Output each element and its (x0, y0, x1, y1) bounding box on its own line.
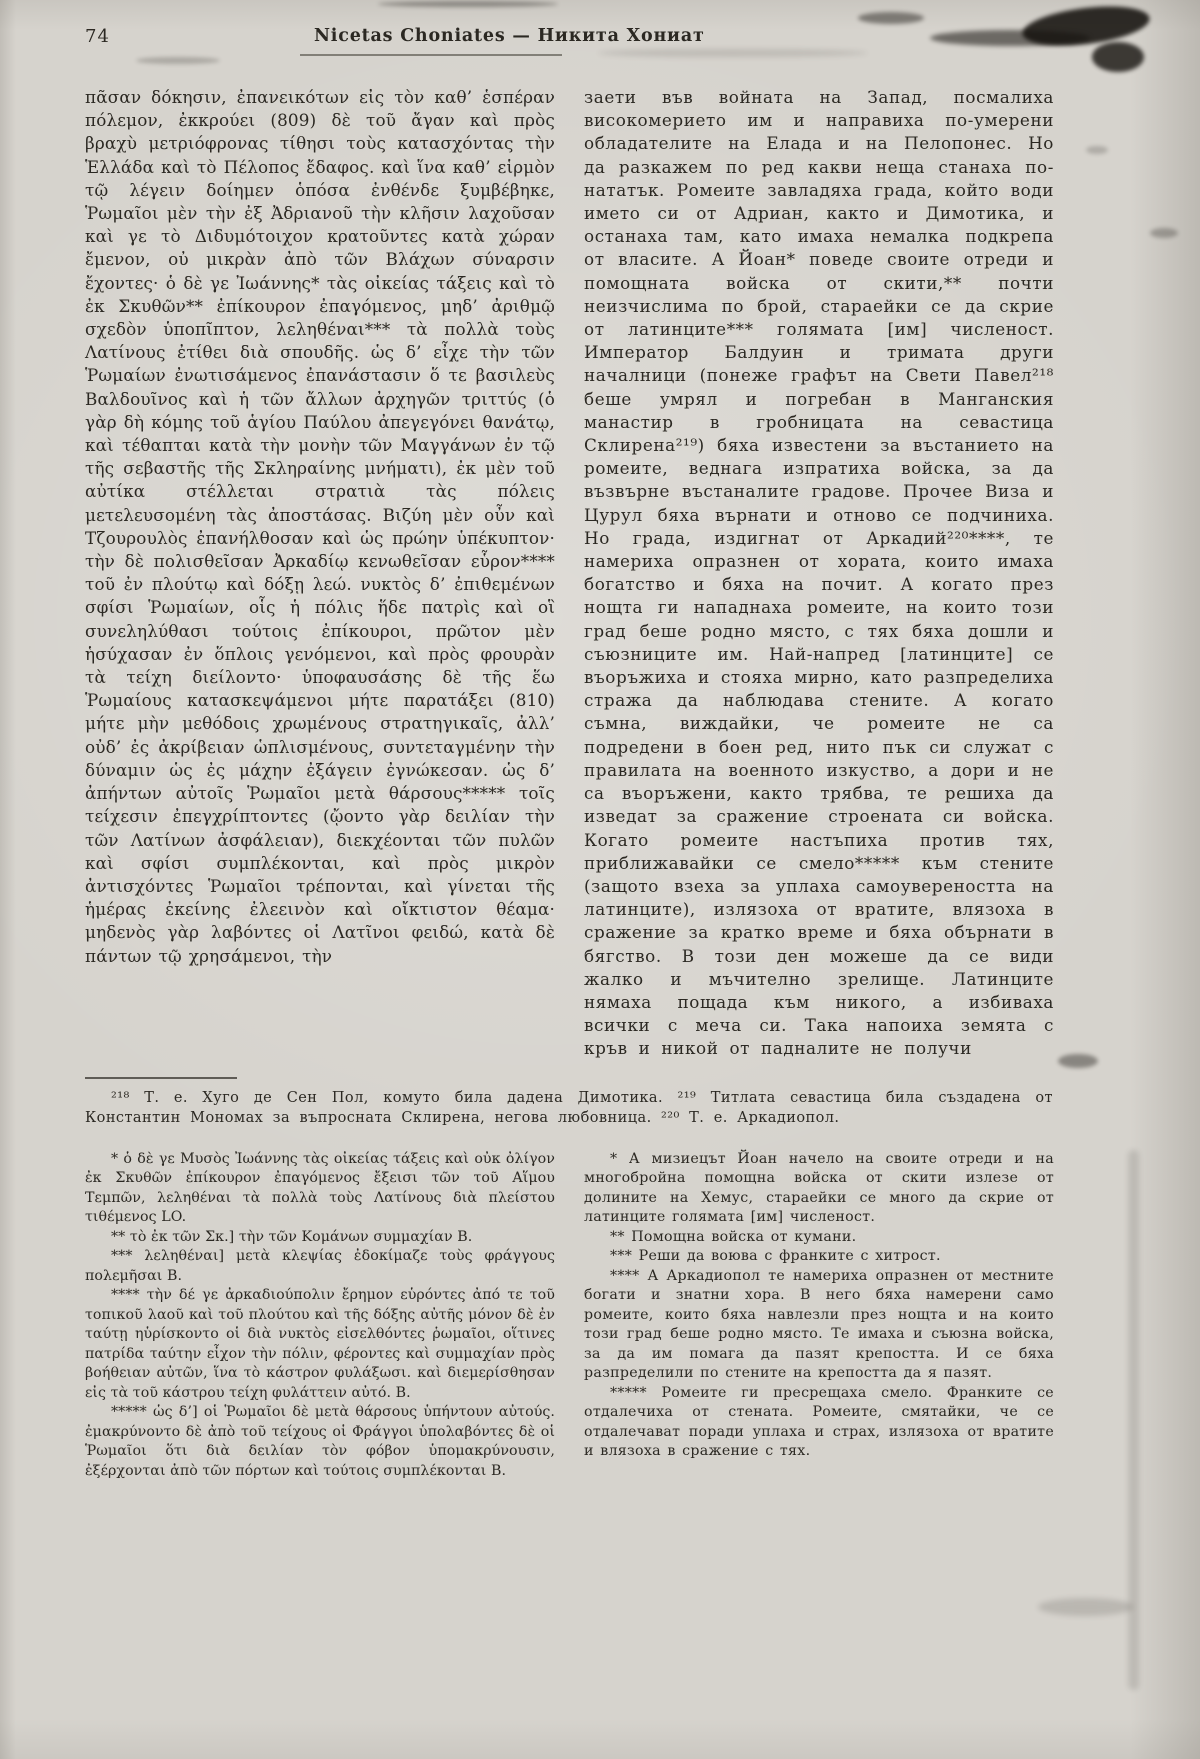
scan-artifact-margin-mark (1086, 146, 1108, 154)
scan-artifact-smudge (930, 30, 1090, 46)
scan-artifact-smudge (598, 49, 868, 57)
bulgarian-footnote-2: ** Помощна войска от кумани. (610, 1228, 857, 1245)
greek-footnote-4: **** τὴν δέ γε ἀρκαδιούπολιν ἔρημον εὑρόντες ἀπό τε τοῦ τοπικοῦ λαοῦ καὶ τοῦ πλούτου καὶ τῆς δόξης αὐτῆς μόνον δὲ ἐν ταύτῃ ηὑρίσκοντο οἱ διὰ νυκτὸς εἰσελθόντες ῥωμαῖοι, οἵτινες πατρίδα ταύτην εἶχον τὴν πόλιν, φέροντες καὶ συμμαχίαν πρὸς βοήθειαν αὐτῶν, ἵνα τὸ κάστρον φυλάξωσι. καὶ διεμερίσθησαν εἰς τὰ τοῦ κάστρου τείχη φυλάττειν αὐτό. Β. (85, 1287, 555, 1401)
greek-footnote-3: *** λεληθέναι] μετὰ κλεψίας ἐδοκίμαζε τοὺς φράγγους πολεμῆσαι Β. (85, 1248, 555, 1284)
greek-footnote-2: ** τὸ ἐκ τῶν Σκ.] τὴν τῶν Κομάνων συμμαχίαν Β. (111, 1228, 473, 1245)
greek-footnote-1: * ὁ δὲ γε Μυσὸς Ἰωάννης τὰς οἰκείας τάξεις καὶ οὐκ ὀλίγον ἐκ Σκυθῶν ἐπίκουρον ἐπαγόμενος ἔξεισι τῶν τοῦ Αἵμου Τεμπῶν, λεληθέναι τὰ πολλὰ τοὺς Λατίνους διὰ πλείστου τιθέμενος LO. (85, 1150, 555, 1226)
greek-paragraph: πᾶσαν δόκησιν, ἐπανεικότων εἰς τὸν καθ’ ἑσπέραν πόλεμον, ἐκκρούει (809) δὲ τοῦ ἄγαν καὶ πρὸς βραχὺ μετριόφρονας τίθησι τοὺς κατασχόντας τὴν Ἑλλάδα καὶ τὸ Πέλοπος ἔδαφος. καὶ ἵνα καθ’ εἱρμὸν τῷ λέγειν δοίημεν ὁπόσα ἐνθένδε ξυμβέβηκε, Ῥωμαῖοι μὲν τὴν ἐξ Ἀδριανοῦ τὴν κλῆσιν λαχοῦσαν καὶ γε τὸ Διδυμότοιχον κρατοῦντες κατὰ χώραν ἔμενον, οὐ μικρὰν ἀπὸ τῶν Βλάχων σύναρσιν ἔχοντες· ὁ δὲ γε Ἰωάννης* τὰς οἰκείας τάξεις καὶ τὸ ἐκ Σκυθῶν** ἐπίκουρον ἐπαγόμενος, μηδ’ ἀριθμῷ σχεδὸν ὑποπῖπτον, λεληθέναι*** τὰ πολλὰ τοὺς Λατίνους ἐτίθει διὰ σπουδῆς. ὡς δ’ εἶχε τὴν τῶν Ῥωμαίων ἐνωτισάμενος ἐπανάστασιν ὅ τε βασιλεὺς Βαλδουῖνος καὶ ἡ τῶν ἄλλων ἀρχηγῶν τριττύς (ὁ γὰρ δὴ κόμης τοῦ ἁγίου Παύλου ἀπεγεγόνει θανάτῳ, καὶ τέθαπται κατὰ τὴν μονὴν τῶν Μαγγάνων ἐν τῷ τῆς σεβαστῆς τῆς Σκληραίνης μνήματι), ἐκ μὲν τοῦ αὐτίκα στέλλεται στρατιὰ τὰς πόλεις μετελευσομένη τὰς ἀποστάσας. Βιζύη μὲν οὖν καὶ Τζουρουλὸς ἐπανήλθοσαν καὶ ὡς πρώην ὑπέκυπτον· τὴν δὲ πολισθεῖσαν Ἀρκαδίῳ κενωθεῖσαν εὗρον**** τοῦ ἐν πλούτῳ καὶ δόξῃ λεώ. νυκτὸς δ’ ἐπιθεμένων σφίσι Ῥωμαίων, οἷς ἡ πόλις ἥδε πατρὶς καὶ οἳ συνεληλύθασι τούτοις ἐπίκουροι, πρῶτον μὲν ἡσύχασαν ἐν ὅπλοις γενόμενοι, καὶ πρὸς φρουρὰν τὰ τείχη διείλοντο· ὑποφαυσάσης δὲ τῆς ἕω Ῥωμαίους κατασκεψάμενοι μήτε παρατάξει (810) μήτε μὴν μεθόδοις χρωμένους στρατηγικαῖς, ἀλλ’ οὐδ’ ἐς ἀκρίβειαν ὡπλισμένους, συντεταγμένην τὴν δύναμιν ὡς ἐς μάχην ἐξάγειν ἐγνώκεσαν. ὡς δ’ ἀπήντων αὐτοῖς Ῥωμαῖοι μετὰ θάρσους***** τοῖς τείχεσιν ἐπεγχρίπτοντες (ᾤοντο γὰρ δειλίαν τὴν τῶν Λατίνων ἀσφάλειαν), διεκχέονται τῶν πυλῶν καὶ σφίσι συμπλέκονται, καὶ πρὸς μικρὸν ἀντισχόντες Ῥωμαῖοι τρέπονται, καὶ γίνεται τῆς ἡμέρας ἐκείνης ἐλεεινὸν καὶ οἴκτιστον θέαμα· μηδενὸς γὰρ λαβόντες οἱ Λατῖνοι φειδώ, κατὰ δὲ πάντων τῷ χρησάμενοι, τὴν (85, 87, 555, 966)
greek-footnote-5: ***** ὡς δ’] οἱ Ῥωμαῖοι δὲ μετὰ θάρσους ὑπήντουν αὐτούς. ἐμακρύνοντο δὲ ἀπὸ τοῦ τείχους οἱ Φράγγοι ὑπολαβόντες δὲ οἱ Ῥωμαῖοι ὅτι διὰ δειλίαν τὸν φόβον ὑπομακρύνουσιν, ἐξέρχονται ἀπὸ τῶν πόρτων καὶ τούτοις συμπλέκονται Β. (85, 1404, 555, 1479)
bulgarian-paragraph: заети във войната на Запад, посмалиха високомерието им и направиха по-умерени обладателите на Елада и на Пелопонес. Но да разкажем по ред какви неща станаха по-нататък. Ромеите завладяха града, който води името си от Адриан, както и Димотика, и останаха там, като имаха немалка подкрепа от власите. А Йоан* поведе своите отреди и помощната войска от скити,** почти неизчислима по брой, стараейки се да скрие от латинците*** голямата [им] численост. Император Балдуин и тримата други началници (понеже графът на Свети Павел²¹⁸ беше умрял и погребан в Манганския манастир в гробницата на севастица Склирена²¹⁹) бяха известени за въстанието на ромеите, веднага изпратиха войска, за да възвърне въстаналите градове. Прочее Виза и Цурул бяха върнати и отново се подчиниха. Но града, издигнат от Аркадий²²⁰****, те намериха опразнен от хората, които имаха богатство и бяха на почит. А когато през нощта ги нападнаха ромеите, на които този град беше родно място, с тях бяха дошли и съюзниците им. Най-напред [латинците] се въоръжиха и стояха мирно, като разпределиха стража да наблюдава стените. А когато съмна, виждайки, че ромеите не са подредени в боен ред, нито пък си служат с правилата на военното изкуство, а дори и не са въоръжени, както трябва, те решиха да изведат за сражение строената си войска. Когато ромеите настъпиха против тях, приближавайки се смело***** към стените (защото взеха за уплаха самоувереността на латинците), излязоха от вратите, влязоха в сражение за кратко време и бяха обърнати в бягство. В този ден можеше да се види жалко и мъчително зрелище. Латинците нямаха пощада към никого, а избиваха всички с меча си. Така напоиха земята с кръв и никой от падналите не получи (584, 87, 1054, 1059)
bulgarian-footnotes-column (584, 1150, 1054, 1482)
scan-artifact-smudge (858, 12, 924, 24)
scan-artifact-smudge (136, 57, 220, 64)
bulgarian-footnote-3: *** Реши да воюва с франките с хитрост. (610, 1248, 941, 1265)
bulgarian-footnote-5: ***** Ромеите ги пресрещаха смело. Франките се отдалечиха от стената. Ромеите, смятайки, че се отдалечават поради уплаха и страх, излязоха от вратите и влязоха в сражение с тях. (584, 1384, 1054, 1460)
scan-artifact-smudge (1038, 1598, 1133, 1616)
main-text-columns (85, 86, 1053, 1061)
greek-footnotes-column (85, 1150, 555, 1482)
footnote-columns (85, 1150, 1053, 1482)
header-rule (300, 54, 562, 56)
page-number: 74 (85, 26, 110, 47)
bulgarian-footnote-4: **** А Аркадиопол те намериха опразнен от местните богати и знатни хора. В него бяха намерени само ромеите, които бяха навлезли през нощта и на които този град беше родно място. Те имаха и съюзна войска, за да им помага да пазят крепостта. И се бяха разпределили по стените на крепостта да я пазят. (584, 1267, 1054, 1382)
footnote-separator-rule (85, 1077, 237, 1079)
scan-artifact-margin-mark (1058, 1054, 1098, 1068)
scan-artifact-edge-mark (378, 1, 558, 7)
greek-text-column (85, 86, 555, 1061)
footnotes-section (85, 1077, 1053, 1482)
scan-artifact-ink-blot (1092, 42, 1144, 72)
bulgarian-footnote-1: * А мизиецът Йоан начело на своите отреди и на многобройна помощна войска от скити излезе от долините на Хемус, стараейки се много да скрие от латинците голямата [им] численост. (584, 1150, 1054, 1226)
bulgarian-text-column (584, 86, 1054, 1061)
scan-artifact-margin-mark (1150, 228, 1178, 238)
running-title: Nicetas Choniates — Никита Хониат (314, 26, 705, 46)
numbered-footnotes: ²¹⁸ Т. е. Хуго де Сен Пол, комуто била дадена Димотика. ²¹⁹ Титлата севастица била създадена от Константин Мономах за въпросната Склирена, негова любовница. ²²⁰ Т. е. Аркадиопол. (85, 1089, 1053, 1126)
